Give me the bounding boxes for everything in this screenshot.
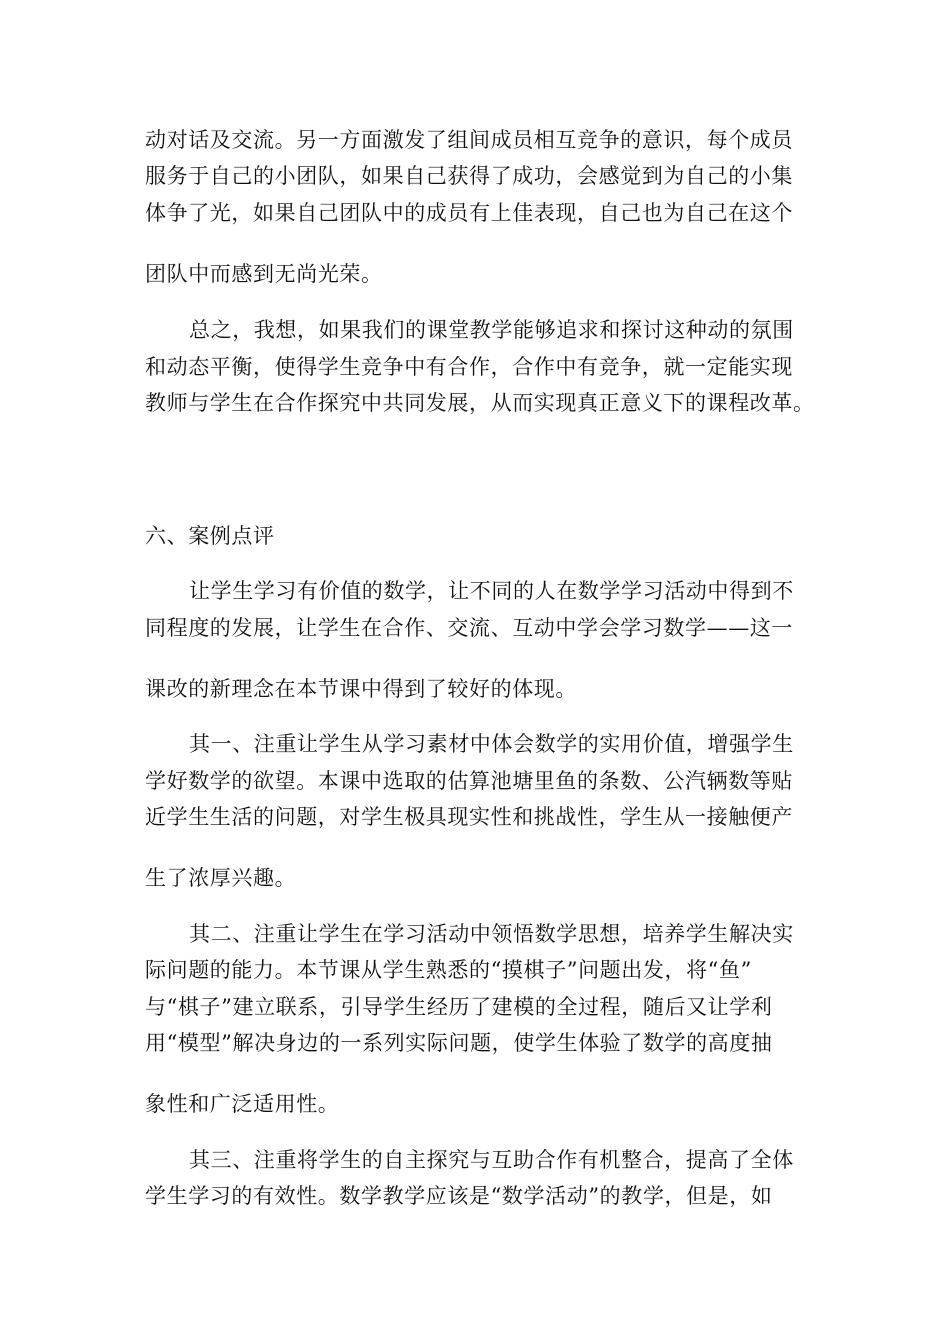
text-line: 团队中而感到无尚光荣。: [145, 262, 383, 286]
text-line: 课改的新理念在本节课中得到了较好的体现。: [145, 677, 577, 701]
text-line: 用“模型”解决身边的一系列实际问题，使学生体验了数学的高度抽: [145, 1031, 773, 1055]
text-line: 与“棋子”建立联系，引导学生经历了建模的全过程，随后又让学利: [145, 995, 773, 1019]
text-line: 象性和广泛适用性。: [145, 1092, 340, 1116]
text-line: 近学生生活的问题，对学生极具现实性和挑战性，学生从一接触便产: [145, 805, 793, 829]
text-line: 其二、注重让学生在学习活动中领悟数学思想，培养学生解决实: [189, 922, 794, 946]
text-line: 动对话及交流。另一方面激发了组间成员相互竞争的意识，每个成员: [145, 128, 793, 152]
text-line: 学好数学的欲望。本课中选取的估算池塘里鱼的条数、公汽辆数等贴: [145, 769, 793, 793]
text-line: 教师与学生在合作探究中共同发展，从而实现真正意义下的课程改革。: [145, 391, 815, 415]
text-line: 生了浓厚兴趣。: [145, 866, 297, 890]
text-line: 总之，我想，如果我们的课堂教学能够追求和探讨这种动的氛围: [189, 318, 794, 342]
text-line: 让学生学习有价值的数学，让不同的人在数学学习活动中得到不: [189, 579, 794, 603]
text-line: 体争了光，如果自己团队中的成员有上佳表现，自己也为自己在这个: [145, 201, 793, 225]
text-line: 其三、注重将学生的自主探究与互助合作有机整合，提高了全体: [189, 1148, 794, 1172]
text-line: 同程度的发展，让学生在合作、交流、互动中学会学习数学——这一: [145, 616, 793, 640]
text-line: 和动态平衡，使得学生竞争中有合作，合作中有竞争，就一定能实现: [145, 355, 793, 379]
text-line: 学生学习的有效性。数学教学应该是“数学活动”的教学，但是，如: [145, 1184, 773, 1208]
section-heading: 六、案例点评: [145, 524, 275, 548]
text-line: 其一、注重让学生从学习素材中体会数学的实用价值，增强学生: [189, 732, 794, 756]
text-line: 际问题的能力。本节课从学生熟悉的“摸棋子”问题出发，将“鱼”: [145, 958, 752, 982]
text-line: 服务于自己的小团队，如果自己获得了成功，会感觉到为自己的小集: [145, 164, 793, 188]
